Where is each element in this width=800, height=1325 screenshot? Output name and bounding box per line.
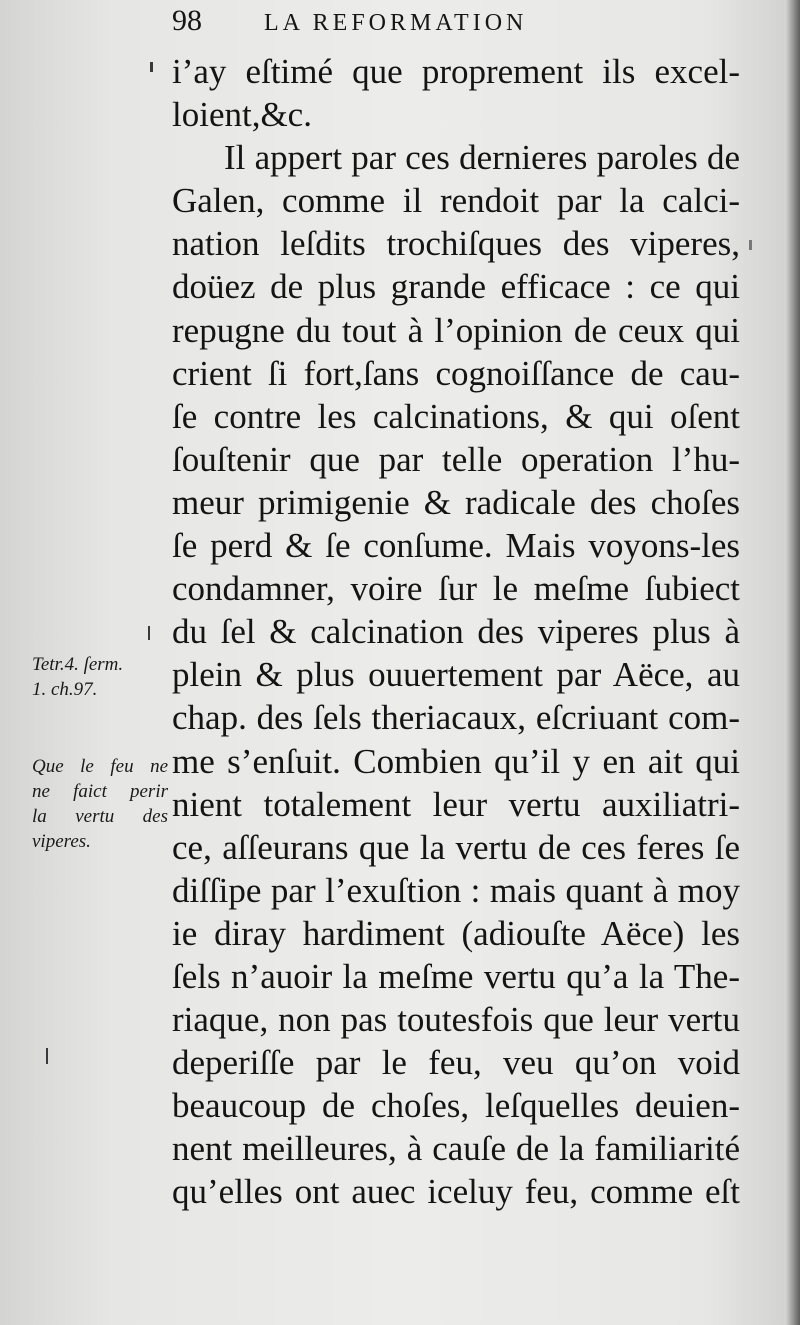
- text-line: qu’elles ont auec iceluy feu, comme eſt: [172, 1172, 740, 1212]
- text-line: repugne du tout à l’opinion de ceux qui: [172, 310, 740, 350]
- marginal-note: [32, 754, 168, 854]
- text-line: ſe perd & ſe conſume. Mais voyons-les: [172, 526, 740, 566]
- text-line: ie diray hardiment (adiouſte Aëce) les: [172, 913, 740, 953]
- text-line: ſouſtenir que par telle operation l’hu-: [172, 439, 740, 479]
- marginal-reference: [32, 652, 172, 702]
- page-number: 98: [172, 4, 202, 37]
- text-line: nation leſdits trochiſques des viperes,: [172, 224, 740, 264]
- text-line: du ſel & calcination des viperes plus à: [172, 612, 740, 652]
- text-line: riaque, non pas toutesfois que leur vertu: [172, 1000, 740, 1040]
- text-line: ce, aſſeurans que la vertu de ces feres ſe: [172, 827, 740, 867]
- text-line: diſſipe par l’exuſtion : mais quant à moy: [172, 870, 740, 910]
- text-line: nient totalement leur vertu auxiliatri-: [172, 784, 740, 824]
- text-line: beaucoup de choſes, leſquelles deuien-: [172, 1086, 740, 1126]
- text-line: Galen, comme il rendoit par la calci-: [172, 181, 740, 221]
- text-line: nent meilleures, à cauſe de la familiarité: [172, 1129, 740, 1169]
- text-line: me s’enſuit. Combien qu’il y en ait qui: [172, 741, 740, 781]
- ink-mark: [749, 240, 752, 250]
- ink-mark: [148, 626, 150, 640]
- ink-mark: [46, 1048, 48, 1064]
- text-line: i’ay eſtimé que proprement ils excel-: [172, 52, 740, 91]
- marginal-note-line: ne faict perir: [32, 781, 168, 802]
- text-line: ſe contre les calcinations, & qui oſent: [172, 396, 740, 436]
- text-line: loient,&c.: [172, 95, 312, 135]
- marginal-note-line: la vertu des: [32, 806, 168, 827]
- text-line: deperiſſe par le feu, veu qu’on void: [172, 1043, 740, 1083]
- text-line: doüez de plus grande efficace : ce qui: [172, 267, 740, 307]
- marginal-note-line: Que le feu ne: [32, 756, 168, 777]
- book-spine-shadow: [786, 0, 800, 1325]
- paragraph-first-line: Il appert par ces dernieres paroles de: [224, 138, 740, 178]
- marginal-note-line: viperes.: [32, 831, 91, 852]
- marginal-reference-line: 1. ch.97.: [32, 679, 98, 700]
- marginal-reference-line: Tetr.4. ſerm.: [32, 654, 124, 675]
- text-line: chap. des ſels theriacaux, eſcriuant com-: [172, 698, 740, 738]
- text-line: plein & plus ouuertement par Aëce, au: [172, 655, 740, 695]
- body-text: [172, 50, 740, 1214]
- running-title: LA REFORMATION: [264, 10, 528, 36]
- text-line: ſels n’auoir la meſme vertu qu’a la The-: [172, 956, 740, 996]
- ink-mark: [150, 62, 153, 72]
- text-line: crient ſi fort,ſans cognoiſſance de cau-: [172, 353, 740, 393]
- text-line: meur primigenie & radicale des choſes: [172, 482, 740, 522]
- text-line: condamner, voire ſur le meſme ſubiect: [172, 569, 740, 609]
